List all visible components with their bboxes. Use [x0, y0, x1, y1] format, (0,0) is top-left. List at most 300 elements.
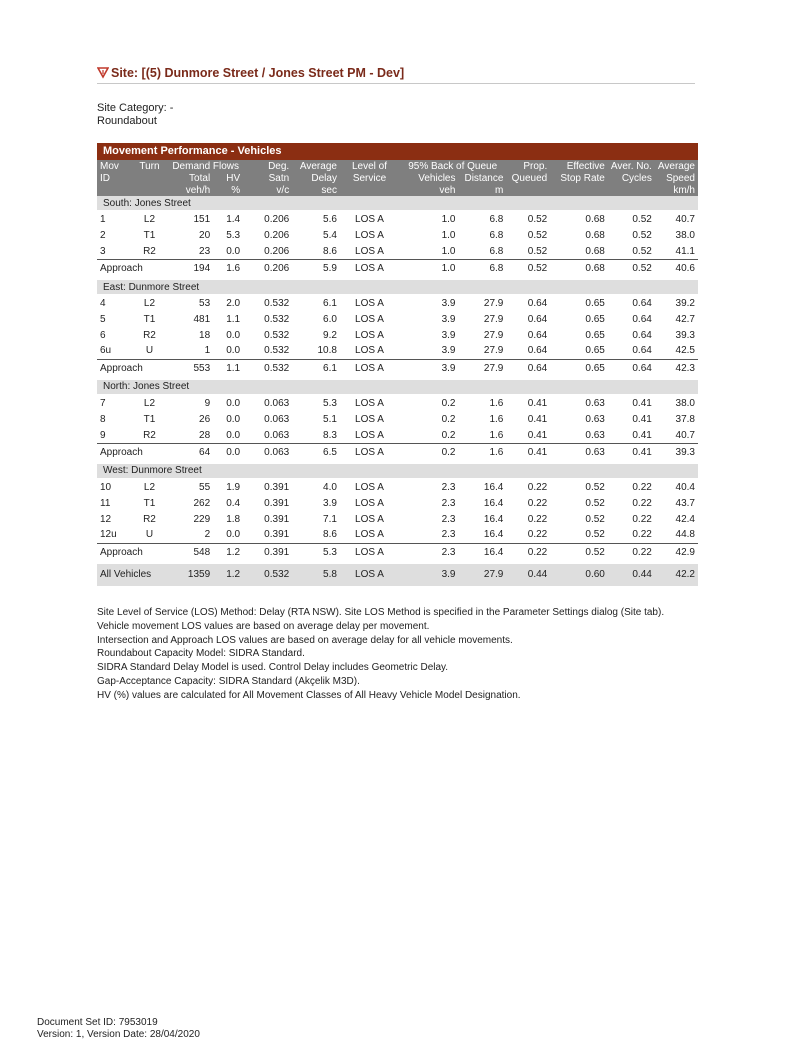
- table-cell: 0.22: [632, 497, 652, 509]
- approach-label: Approach: [97, 543, 168, 561]
- table-cell: 0.22: [527, 482, 548, 494]
- note-line: SIDRA Standard Delay Model is used. Control Delay includes Geometric Delay.: [97, 662, 449, 674]
- table-cell: 548: [168, 543, 213, 561]
- table-row: [97, 496, 698, 512]
- table-cell: 7.1: [323, 513, 337, 525]
- column-header: Distance: [458, 172, 506, 184]
- all-vehicles-label: All Vehicles: [97, 564, 168, 586]
- table-cell: 28: [199, 429, 211, 441]
- approach-label: Approach: [97, 359, 168, 377]
- column-header: [131, 172, 169, 184]
- table-cell: 8.3: [323, 429, 337, 441]
- table-cell: LOS A: [355, 398, 384, 410]
- table-cell: 0.532: [243, 359, 292, 377]
- table-cell: 5.4: [323, 230, 337, 242]
- table-cell: 481: [193, 314, 211, 326]
- table-cell: LOS A: [355, 345, 384, 357]
- table-cell: 1.6: [489, 398, 504, 410]
- table-cell: 12u: [100, 529, 117, 541]
- table-cell: LOS A: [355, 329, 384, 341]
- table-cell: 0.63: [585, 429, 605, 441]
- table-cell: 0.391: [264, 497, 290, 509]
- method-notes: [97, 606, 664, 703]
- table-cell: 53: [199, 298, 211, 310]
- table-cell: 0.532: [243, 564, 292, 586]
- table-cell: 3: [100, 245, 106, 257]
- table-cell: 0.532: [264, 345, 290, 357]
- table-cell: 1.6: [213, 260, 243, 278]
- table-cell: LOS A: [355, 214, 384, 226]
- approach-summary-row: [97, 443, 698, 461]
- table-cell: 16.4: [483, 482, 504, 494]
- table-cell: LOS A: [355, 513, 384, 525]
- table-cell: R2: [143, 513, 156, 525]
- table-cell: 0.63: [585, 398, 605, 410]
- table-cell: 27.9: [483, 314, 504, 326]
- table-cell: 1359: [168, 564, 213, 586]
- column-header: Mov: [97, 160, 131, 172]
- table-cell: 0.206: [243, 260, 292, 278]
- table-cell: T1: [143, 314, 156, 326]
- table-cell: 0.52: [527, 214, 548, 226]
- table-cell: 0.68: [585, 245, 605, 257]
- column-header: Deg.: [243, 160, 292, 172]
- column-header: 95% Back of Queue: [399, 160, 506, 172]
- table-cell: T1: [143, 230, 156, 242]
- table-cell: 0.2: [441, 398, 456, 410]
- approach-name: South: Jones Street: [97, 196, 698, 210]
- table-cell: 0.22: [506, 543, 550, 561]
- table-cell: U: [145, 529, 154, 541]
- table-cell: 0.64: [632, 345, 652, 357]
- table-cell: 2.3: [399, 543, 458, 561]
- approach-summary-row: [97, 543, 698, 561]
- table-row: [97, 394, 698, 412]
- table-cell: 40.7: [675, 214, 695, 226]
- table-cell: 38.0: [675, 398, 695, 410]
- table-cell: L2: [143, 398, 156, 410]
- column-header: m: [458, 184, 506, 196]
- approach-summary-row: [97, 359, 698, 377]
- table-cell: LOS A: [355, 314, 384, 326]
- table-cell: 8: [100, 413, 106, 425]
- table-cell: 0.68: [550, 260, 608, 278]
- table-cell: LOS A: [340, 260, 399, 278]
- table-cell: 2.3: [441, 497, 456, 509]
- table-cell: 0.52: [585, 513, 605, 525]
- table-cell: 5.3: [323, 398, 337, 410]
- table-cell: 6.1: [323, 298, 337, 310]
- table-cell: 3.9: [441, 298, 456, 310]
- site-category-label: Site Category: -: [97, 102, 174, 114]
- approach-group-header: [97, 464, 698, 478]
- table-cell: 262: [193, 497, 211, 509]
- table-cell: 0.206: [264, 214, 290, 226]
- column-header: Level of: [340, 160, 399, 172]
- table-cell: 5.9: [292, 260, 340, 278]
- table-cell: 0.2: [441, 429, 456, 441]
- table-cell: 0.41: [608, 443, 655, 461]
- table-cell: 0.64: [527, 298, 548, 310]
- table-cell: 4: [100, 298, 106, 310]
- table-cell: 6.5: [292, 443, 340, 461]
- site-category: [97, 102, 173, 128]
- table-cell: 0.41: [527, 413, 548, 425]
- table-cell: 18: [199, 329, 211, 341]
- table-banner: Movement Performance - Vehicles: [97, 143, 698, 160]
- table-cell: 0.22: [527, 497, 548, 509]
- table-cell: 151: [193, 214, 211, 226]
- table-cell: 0.391: [264, 529, 290, 541]
- column-header: Aver. No.: [608, 160, 655, 172]
- table-cell: 5.3: [292, 543, 340, 561]
- all-vehicles-row: [97, 564, 698, 586]
- table-cell: 40.6: [655, 260, 698, 278]
- table-cell: 0.44: [506, 564, 550, 586]
- header-row: [97, 160, 698, 172]
- table-cell: 0.41: [527, 429, 548, 441]
- note-line: Vehicle movement LOS values are based on average delay per movement.: [97, 620, 430, 632]
- approach-group-header: [97, 280, 698, 294]
- table-cell: 0.64: [527, 329, 548, 341]
- site-title-bar: [97, 66, 695, 84]
- table-cell: 0.64: [608, 359, 655, 377]
- table-cell: 41.1: [675, 245, 695, 257]
- table-cell: LOS A: [355, 482, 384, 494]
- table-cell: 0.44: [608, 564, 655, 586]
- table-cell: 0.0: [226, 245, 241, 257]
- table-cell: 1.6: [458, 443, 506, 461]
- table-cell: 38.0: [675, 230, 695, 242]
- table-cell: 6.8: [489, 230, 504, 242]
- column-header: v/c: [243, 184, 292, 196]
- table-cell: R2: [143, 429, 156, 441]
- table-cell: 0.64: [632, 298, 652, 310]
- table-cell: L2: [143, 482, 156, 494]
- table-cell: 0.41: [506, 443, 550, 461]
- column-header: %: [213, 184, 243, 196]
- table-cell: 0.0: [226, 529, 241, 541]
- approach-label: Approach: [97, 443, 168, 461]
- note-line: HV (%) values are calculated for All Movement Classes of All Heavy Vehicle Model Designation.: [97, 689, 521, 701]
- table-cell: 27.9: [483, 329, 504, 341]
- table-cell: 8.6: [323, 245, 337, 257]
- table-cell: 1.6: [489, 413, 504, 425]
- table-cell: 42.9: [655, 543, 698, 561]
- table-cell: 42.7: [675, 314, 695, 326]
- table-cell: 5.3: [226, 230, 241, 242]
- table-cell: 0.206: [264, 230, 290, 242]
- table-cell: 39.3: [675, 329, 695, 341]
- table-cell: 27.9: [483, 345, 504, 357]
- table-cell: 42.5: [675, 345, 695, 357]
- table-cell: 0.52: [608, 260, 655, 278]
- table-row: [97, 210, 698, 228]
- table-cell: 0.64: [527, 345, 548, 357]
- approach-group-header: [97, 196, 698, 210]
- movement-performance-table: [97, 143, 698, 586]
- table-cell: 1.4: [226, 214, 241, 226]
- version-date: Version: 1, Version Date: 28/04/2020: [37, 1029, 200, 1040]
- table-cell: 0.063: [264, 413, 290, 425]
- table-cell: LOS A: [355, 245, 384, 257]
- table-cell: 0.41: [632, 398, 652, 410]
- table-cell: 42.2: [655, 564, 698, 586]
- table-row: [97, 343, 698, 359]
- table-cell: 0.0: [226, 345, 241, 357]
- table-cell: 0.0: [226, 398, 241, 410]
- approach-label: Approach: [97, 260, 168, 278]
- column-header: Delay: [292, 172, 340, 184]
- table-cell: 42.4: [675, 513, 695, 525]
- table-cell: 6.8: [489, 245, 504, 257]
- table-cell: 0.52: [585, 482, 605, 494]
- table-cell: R2: [143, 329, 156, 341]
- table-cell: 0.41: [632, 429, 652, 441]
- table-cell: 3.9: [441, 329, 456, 341]
- table-cell: 1: [100, 214, 106, 226]
- table-cell: 16.4: [483, 513, 504, 525]
- table-cell: 20: [199, 230, 211, 242]
- column-header: Satn: [243, 172, 292, 184]
- column-header: veh/h: [168, 184, 213, 196]
- table-cell: LOS A: [355, 529, 384, 541]
- table-cell: 0.63: [550, 443, 608, 461]
- table-cell: 27.9: [483, 298, 504, 310]
- table-cell: 3.9: [323, 497, 337, 509]
- approach-name: North: Jones Street: [97, 380, 698, 394]
- table-cell: 0.22: [632, 529, 652, 541]
- table-cell: 1.8: [226, 513, 241, 525]
- table-cell: LOS A: [340, 564, 399, 586]
- approach-name: East: Dunmore Street: [97, 280, 698, 294]
- header-row: [97, 172, 698, 184]
- table-cell: 5.8: [292, 564, 340, 586]
- table-cell: 229: [193, 513, 211, 525]
- table-cell: 0.65: [585, 298, 605, 310]
- table-banner-row: [97, 143, 698, 160]
- table-cell: 0.41: [527, 398, 548, 410]
- table-cell: LOS A: [340, 443, 399, 461]
- table-cell: 11: [100, 497, 111, 509]
- table-cell: 0.52: [632, 245, 652, 257]
- table-cell: 7: [100, 398, 106, 410]
- table-cell: 0.22: [608, 543, 655, 561]
- doc-set-id: Document Set ID: 7953019: [37, 1017, 158, 1028]
- table-cell: 2.3: [441, 513, 456, 525]
- column-header: Effective: [550, 160, 608, 172]
- table-cell: 16.4: [483, 529, 504, 541]
- column-header: Queued: [506, 172, 550, 184]
- table-cell: 9.2: [323, 329, 337, 341]
- table-cell: 0.65: [585, 345, 605, 357]
- table-cell: 0.68: [585, 214, 605, 226]
- column-header: Stop Rate: [550, 172, 608, 184]
- table-cell: 0.52: [527, 230, 548, 242]
- table-cell: 0.391: [264, 482, 290, 494]
- table-cell: 2: [100, 230, 106, 242]
- table-cell: 553: [168, 359, 213, 377]
- column-header: Service: [340, 172, 399, 184]
- column-header: HV: [213, 172, 243, 184]
- table-cell: 0.41: [632, 413, 652, 425]
- approach-group-header: [97, 380, 698, 394]
- column-header: Demand Flows: [168, 160, 243, 172]
- column-header: [608, 184, 655, 196]
- table-cell: 0.0: [226, 429, 241, 441]
- table-cell: 1.9: [226, 482, 241, 494]
- table-cell: 1.0: [399, 260, 458, 278]
- table-cell: 2.3: [441, 482, 456, 494]
- table-cell: 0.4: [226, 497, 241, 509]
- table-row: [97, 327, 698, 343]
- table-cell: 9: [100, 429, 106, 441]
- table-cell: 16.4: [483, 497, 504, 509]
- table-cell: 194: [168, 260, 213, 278]
- column-header: ID: [97, 172, 131, 184]
- table-cell: 0.063: [264, 429, 290, 441]
- table-cell: LOS A: [355, 497, 384, 509]
- table-cell: 0.52: [632, 214, 652, 226]
- table-cell: 2.3: [441, 529, 456, 541]
- column-header: [131, 184, 169, 196]
- table-cell: 23: [199, 245, 211, 257]
- table-cell: 6.1: [292, 359, 340, 377]
- column-header: Cycles: [608, 172, 655, 184]
- table-row: [97, 312, 698, 328]
- table-cell: 1: [204, 345, 211, 357]
- table-cell: 27.9: [458, 359, 506, 377]
- note-line: Gap-Acceptance Capacity: SIDRA Standard (Akçelik M3D).: [97, 675, 360, 687]
- table-cell: 0.0: [226, 329, 241, 341]
- table-cell: LOS A: [355, 413, 384, 425]
- table-cell: LOS A: [340, 543, 399, 561]
- header-row: [97, 184, 698, 196]
- table-cell: 8.6: [323, 529, 337, 541]
- table-cell: T1: [143, 413, 156, 425]
- table-cell: 5: [100, 314, 106, 326]
- table-cell: U: [145, 345, 154, 357]
- table-cell: 27.9: [458, 564, 506, 586]
- table-cell: 0.52: [527, 245, 548, 257]
- table-cell: 1.2: [213, 543, 243, 561]
- table-cell: 12: [100, 513, 112, 525]
- table-cell: 6.8: [458, 260, 506, 278]
- table-cell: 0.063: [264, 398, 290, 410]
- table-cell: 3.9: [399, 359, 458, 377]
- table-cell: R2: [143, 245, 156, 257]
- table-cell: 0.52: [585, 529, 605, 541]
- table-cell: 1.2: [213, 564, 243, 586]
- table-cell: 4.0: [323, 482, 337, 494]
- approach-summary-row: [97, 260, 698, 278]
- table-cell: 0.60: [550, 564, 608, 586]
- table-cell: 6u: [100, 345, 112, 357]
- note-line: Site Level of Service (LOS) Method: Delay (RTA NSW). Site LOS Method is specified in the Parameter Settings dialog (Site tab).: [97, 607, 665, 618]
- table-cell: L2: [143, 298, 156, 310]
- note-line: Roundabout Capacity Model: SIDRA Standard.: [97, 648, 305, 660]
- table-cell: 43.7: [675, 497, 695, 509]
- table-cell: 0.22: [632, 482, 652, 494]
- table-cell: 37.8: [675, 413, 695, 425]
- table-cell: 0.65: [550, 359, 608, 377]
- table-cell: 1.1: [226, 314, 241, 326]
- column-header: [340, 184, 399, 196]
- table-cell: 3.9: [441, 345, 456, 357]
- table-cell: 3.9: [441, 314, 456, 326]
- table-cell: 0.532: [264, 329, 290, 341]
- column-header: Average: [655, 160, 698, 172]
- table-cell: 6.8: [489, 214, 504, 226]
- approach-name: West: Dunmore Street: [97, 464, 698, 478]
- table-cell: 39.2: [675, 298, 695, 310]
- table-cell: 0.64: [632, 314, 652, 326]
- column-header: km/h: [655, 184, 698, 196]
- table-cell: 1.0: [441, 245, 456, 257]
- table-cell: LOS A: [355, 230, 384, 242]
- table-cell: LOS A: [355, 429, 384, 441]
- table-cell: 55: [199, 482, 211, 494]
- table-cell: 0.65: [585, 314, 605, 326]
- table-row: [97, 412, 698, 428]
- column-header: Speed: [655, 172, 698, 184]
- table-cell: 40.7: [675, 429, 695, 441]
- table-cell: 0.391: [243, 543, 292, 561]
- table-cell: 1.1: [213, 359, 243, 377]
- table-cell: 0.22: [632, 513, 652, 525]
- table-cell: 1.6: [489, 429, 504, 441]
- table-cell: 0.52: [550, 543, 608, 561]
- table-cell: 0.2: [441, 413, 456, 425]
- table-cell: 0.532: [264, 298, 290, 310]
- table-row: [97, 243, 698, 259]
- table-cell: 1.0: [441, 214, 456, 226]
- site-title: Site: [(5) Dunmore Street / Jones Street PM - Dev]: [111, 66, 405, 80]
- table-cell: 26: [199, 413, 211, 425]
- table-cell: 64: [168, 443, 213, 461]
- table-cell: 1.0: [441, 230, 456, 242]
- table-cell: 42.3: [655, 359, 698, 377]
- table-cell: 10: [100, 482, 112, 494]
- column-header: [550, 184, 608, 196]
- table-cell: 16.4: [458, 543, 506, 561]
- table-cell: 0.391: [264, 513, 290, 525]
- column-header: [97, 184, 131, 196]
- table-cell: 39.3: [655, 443, 698, 461]
- table-cell: 2.0: [226, 298, 241, 310]
- table-cell: 44.8: [675, 529, 695, 541]
- column-header: sec: [292, 184, 340, 196]
- table-cell: 2: [204, 529, 211, 541]
- column-header: Vehicles: [399, 172, 458, 184]
- table-cell: 0.063: [243, 443, 292, 461]
- site-category-value: Roundabout: [97, 115, 157, 127]
- table-cell: 0.0: [213, 443, 243, 461]
- column-header: Total: [168, 172, 213, 184]
- column-header: Prop.: [506, 160, 550, 172]
- table-cell: 0.206: [264, 245, 290, 257]
- table-cell: 0.64: [632, 329, 652, 341]
- table-cell: 9: [204, 398, 211, 410]
- table-cell: 6: [100, 329, 106, 341]
- table-row: [97, 228, 698, 244]
- table-cell: 0.0: [226, 413, 241, 425]
- table-cell: 3.9: [399, 564, 458, 586]
- table-cell: 0.52: [506, 260, 550, 278]
- column-header: Average: [292, 160, 340, 172]
- table-cell: 0.64: [527, 314, 548, 326]
- table-cell: 0.2: [399, 443, 458, 461]
